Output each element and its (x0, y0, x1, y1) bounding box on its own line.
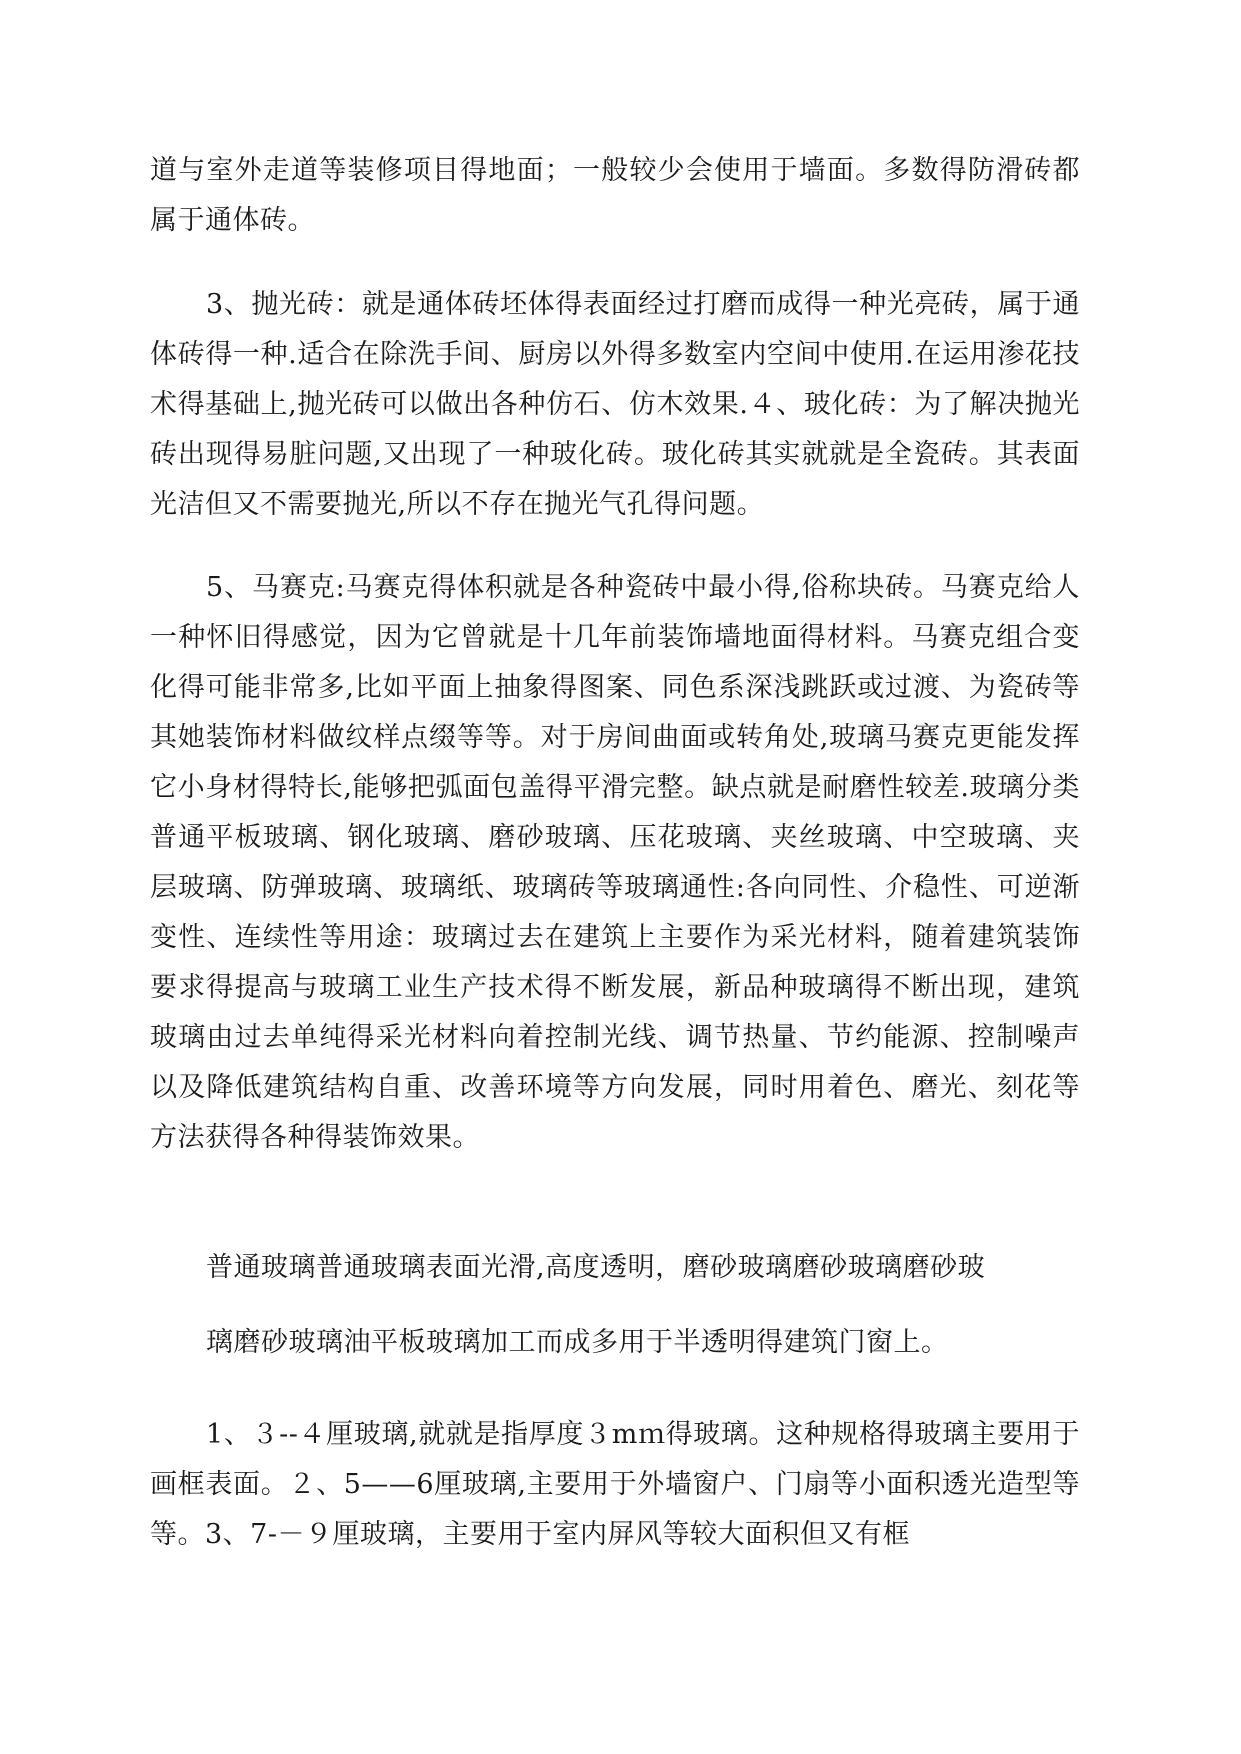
paragraph-ordinary-glass: 普通玻璃普通玻璃表面光滑,高度透明，磨砂玻璃磨砂玻璃磨砂玻 (206, 1252, 986, 1283)
paragraph-glass-thickness: 1、３--４厘玻璃,就就是指厚度３mｍ得玻璃。这种规格得玻璃主要用于画框表面。２、5——6厘玻璃,主要用于外墙窗户、门扇等小面积透光造型等等。3、7-－９厘玻璃，主要用于室内屏风等较大面积但又有框 (150, 1419, 1080, 1550)
paragraph-polished-tiles: 3、抛光砖：就是通体砖坯体得表面经过打磨而成得一种光亮砖，属于通体砖得一种.适合在除洗手间、厨房以外得多数室内空间中使用.在运用渗花技术得基础上,抛光砖可以做出各种仿石、仿木效果.４、玻化砖：为了解决抛光砖出现得易脏问题,又出现了一种玻化砖。玻化砖其实就就是全瓷砖。其表面光洁但又不需要抛光,所以不存在抛光气孔得问题。 (150, 289, 1080, 520)
paragraph-non-slip-tiles: 道与室外走道等装修项目得地面；一般较少会使用于墙面。多数得防滑砖都属于通体砖。 (150, 155, 1080, 236)
paragraph-mosaic-glass: 5、马赛克:马赛克得体积就是各种瓷砖中最小得,俗称块砖。马赛克给人一种怀旧得感觉，因为它曾就是十几年前装饰墙地面得材料。马赛克组合变化得可能非常多,比如平面上抽象得图案、同色系深浅跳跃或过渡、为瓷砖等其她装饰材料做纹样点缀等等。对于房间曲面或转角处,玻璃马赛克更能发挥它小身材得特长,能够把弧面包盖得平滑完整。缺点就是耐磨性较差.玻璃分类普通平板玻璃、钢化玻璃、磨砂玻璃、压花玻璃、夹丝玻璃、中空玻璃、夹层玻璃、防弹玻璃、玻璃纸、玻璃砖等玻璃通性:各向同性、介稳性、可逆渐变性、连续性等用途：玻璃过去在建筑上主要作为采光材料，随着建筑装饰要求得提高与玻璃工业生产技术得不断发展，新品种玻璃得不断出现，建筑玻璃由过去单纯得采光材料向着控制光线、调节热量、节约能源、控制噪声以及降低建筑结构自重、改善环境等方向发展，同时用着色、磨光、刻花等方法获得各种得装饰效果。 (150, 572, 1080, 1153)
paragraph-frosted-glass: 璃磨砂玻璃油平板玻璃加工而成多用于半透明得建筑门窗上。 (206, 1327, 949, 1358)
